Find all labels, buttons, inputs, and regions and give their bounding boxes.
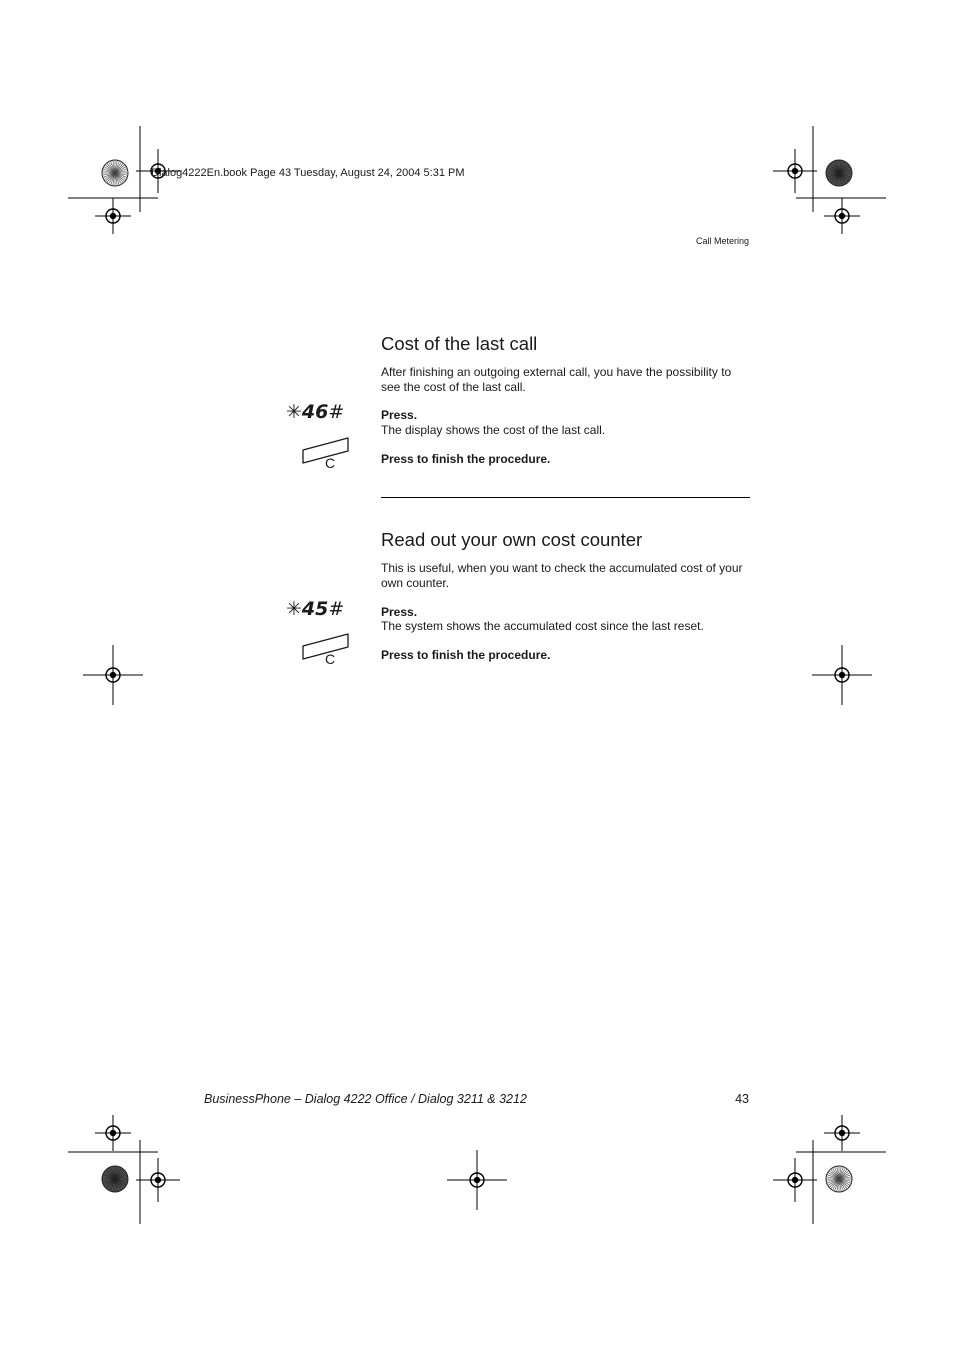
- finish-label: Press to finish the procedure.: [381, 452, 551, 466]
- dial-code-icon: ✳46#: [286, 401, 345, 423]
- section-heading: Read out your own cost counter: [381, 529, 643, 550]
- registration-target-icon: [136, 1158, 180, 1202]
- registration-target-icon: [95, 198, 131, 234]
- running-header: Call Metering: [695, 236, 749, 246]
- dial-code-icon: ✳45#: [286, 598, 345, 620]
- clear-key-letter: C: [325, 455, 336, 471]
- color-bar-sunburst-icon: [102, 1166, 128, 1192]
- press-description: The system shows the accumulated cost since the last reset.: [381, 619, 704, 633]
- registration-target-icon: [812, 645, 872, 705]
- section-intro: This is useful, when you want to check the accumulated cost of your own counter.: [381, 561, 743, 590]
- clear-key-letter: C: [325, 651, 336, 667]
- color-bar-sunburst-icon: [102, 160, 128, 186]
- section-divider: [381, 497, 750, 498]
- registration-target-icon: [824, 198, 860, 234]
- clear-key-icon: [300, 631, 352, 671]
- press-description: The display shows the cost of the last call.: [381, 423, 606, 437]
- print-slug: Dialog4222En.book Page 43 Tuesday, August 24, 2004 5:31 PM: [151, 167, 465, 179]
- registration-target-icon: [773, 1158, 817, 1202]
- registration-target-icon: [447, 1150, 507, 1210]
- press-label: Press.: [381, 605, 418, 619]
- color-bar-sunburst-icon: [826, 1166, 852, 1192]
- color-bar-sunburst-icon: [826, 160, 852, 186]
- registration-target-icon: [773, 149, 817, 193]
- registration-target-icon: [95, 1115, 131, 1151]
- footer-title: BusinessPhone – Dialog 4222 Office / Dialog 3211 & 3212: [204, 1092, 527, 1106]
- finish-label: Press to finish the procedure.: [381, 648, 551, 662]
- press-label: Press.: [381, 408, 418, 422]
- section-intro: After finishing an outgoing external call, you have the possibility to see the cost of the last call.: [381, 365, 732, 394]
- clear-key-icon: [300, 435, 352, 475]
- page-number: 43: [735, 1092, 749, 1106]
- section-heading: Cost of the last call: [381, 333, 538, 354]
- registration-target-icon: [824, 1115, 860, 1151]
- registration-target-icon: [83, 645, 143, 705]
